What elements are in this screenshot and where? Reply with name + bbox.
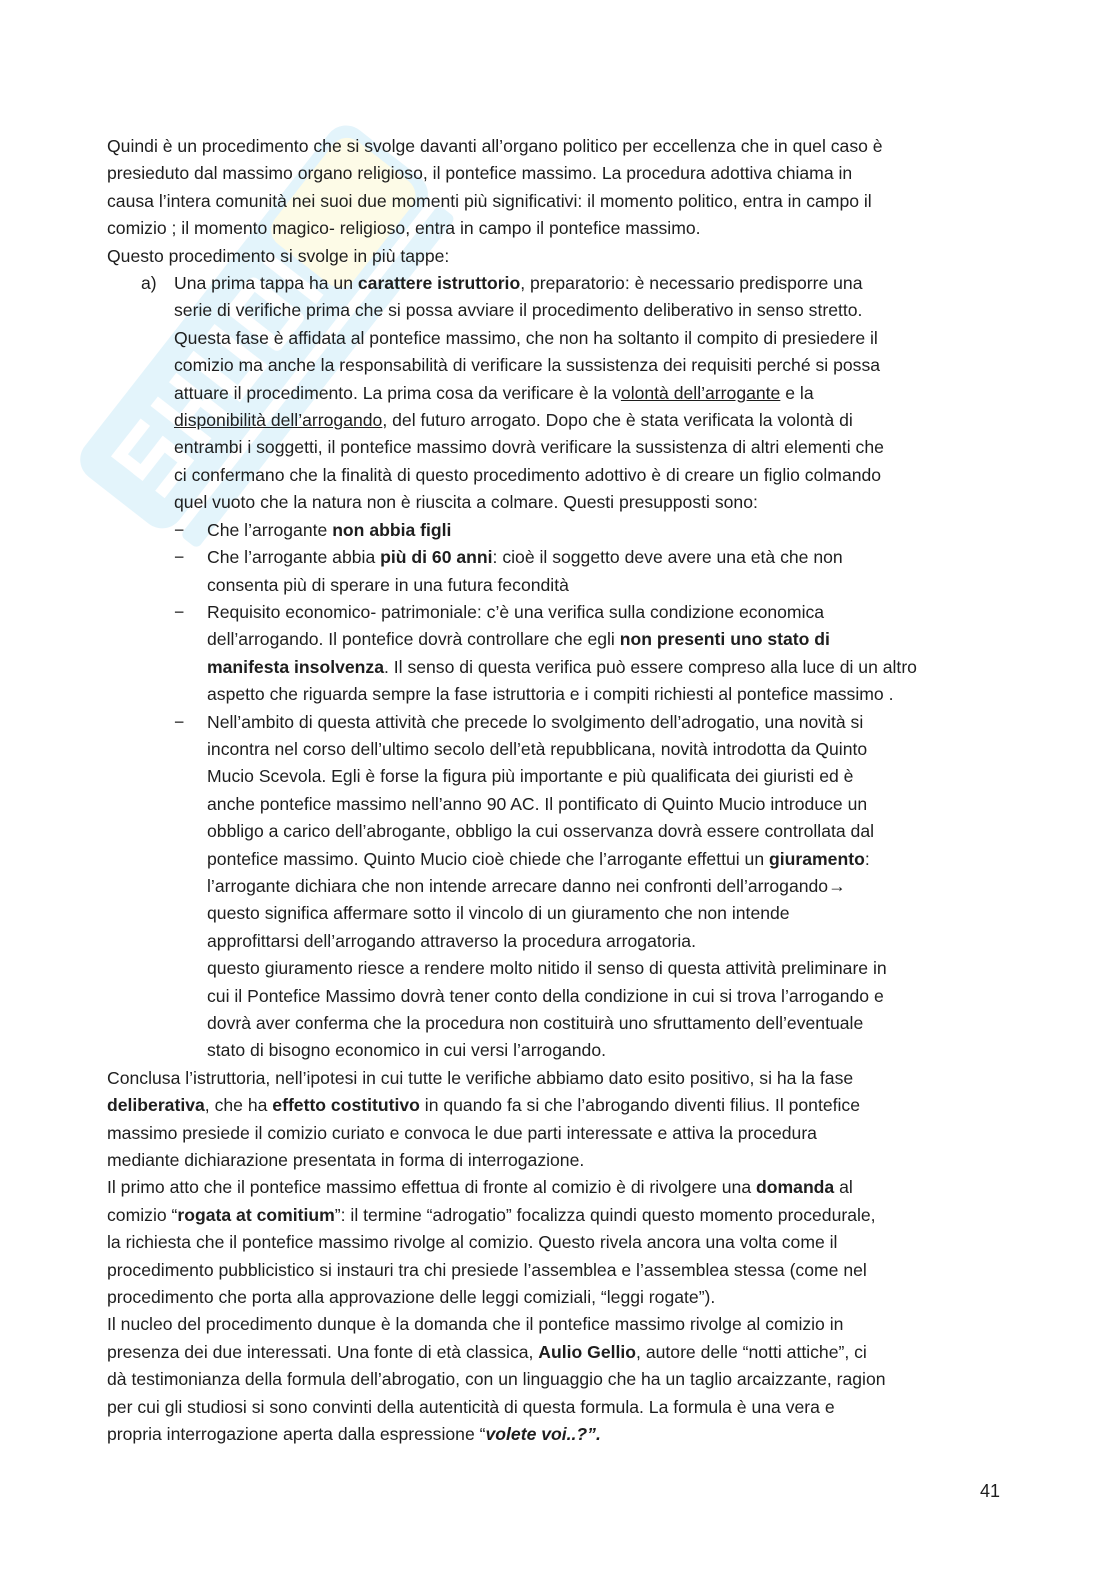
emphasized-quote: volete voi..?”.: [485, 1424, 601, 1445]
paragraph-line: propria interrogazione aperta dalla espressione “volete voi..?”.: [107, 1424, 601, 1445]
dash-bullet: −: [174, 547, 185, 568]
document-body: [107, 133, 1007, 1449]
item-a-line: Questa fase è affidata al pontefice massimo, che non ha soltanto il compito di presiedere il: [174, 327, 878, 348]
paragraph-line: deliberativa, che ha effetto costitutivo in quando fa si che l’abrogando diventi filius. Il pontefice: [107, 1095, 861, 1116]
item-a-line: ci confermano che la finalità di questo procedimento adottivo è di creare un figlio colmando: [174, 464, 882, 485]
list-item: − Che l’arrogante abbia più di 60 anni: cioè il soggetto deve avere una età che non consenta più di sperare in una futura fecondità: [174, 544, 1007, 599]
dash-bullet: −: [174, 519, 185, 540]
requirements-list: [174, 517, 1007, 1065]
bold-term: non abbia figli: [332, 519, 452, 540]
intro-line: comizio ; il momento magico- religioso, entra in campo il pontefice massimo.: [107, 218, 701, 239]
paragraph-line: dà testimonianza della formula dell’abrogatio, con un linguaggio che ha un taglio arcaizzante, ragion: [107, 1369, 886, 1390]
item-a-line: serie di verifiche prima che si possa avviare il procedimento deliberativo in senso stretto.: [174, 300, 863, 321]
dash-bullet: −: [174, 601, 185, 622]
paragraph-line: Il nucleo del procedimento dunque è la domanda che il pontefice massimo rivolge al comizio in: [107, 1314, 844, 1335]
item-a-line: quel vuoto che la natura non è riuscita a colmare. Questi presupposti sono:: [174, 492, 758, 513]
item-a-line: entrambi i soggetti, il pontefice massimo dovrà verificare la sussistenza di altri elementi che: [174, 437, 884, 458]
intro-line: presieduto dal massimo organo religioso, il pontefice massimo. La procedura adottiva chiama in: [107, 163, 853, 184]
intro-line: causa l’intera comunità nei suoi due momenti più significativi: il momento politico, entra in campo il: [107, 190, 872, 211]
paragraph-line: mediante dichiarazione presentata in forma di interrogazione.: [107, 1150, 585, 1171]
bold-term: effetto costitutivo: [272, 1095, 420, 1116]
paragraph-line: procedimento pubblicistico si instauri tra chi presiede l’assemblea e l’assemblea stessa (come nel: [107, 1259, 867, 1280]
dash-bullet: −: [174, 711, 185, 732]
paragraph-line: comizio “rogata at comitium”: il termine “adrogatio” focalizza quindi questo momento procedurale,: [107, 1204, 876, 1225]
bold-term: manifesta insolvenza: [207, 656, 384, 677]
page-number: 41: [980, 1481, 1001, 1501]
item-a-line: attuare il procedimento. La prima cosa da verificare è la volontà dell’arrogante e la: [174, 382, 814, 403]
bold-term: rogata at comitium: [177, 1204, 335, 1225]
intro-line: Questo procedimento si svolge in più tappe:: [107, 245, 450, 266]
list-marker: a): [141, 273, 157, 294]
bold-term: deliberativa: [107, 1095, 205, 1116]
item-a-line: disponibilità dell’arrogando, del futuro arrogato. Dopo che è stata verificata la volontà di: [174, 410, 853, 431]
bold-term: più di 60 anni: [380, 547, 493, 568]
list-item: − Requisito economico- patrimoniale: c’è una verifica sulla condizione economica dell’arrogando. Il pontefice dovrà controllare che egli non presenti uno stato di manifesta insolvenza. Il senso di questa verifica può essere compreso alla luce di un altro aspetto che riguarda sempre la fase istruttoria e i compiti richiesti al pontefice massimo .: [174, 599, 1007, 709]
paragraph-line: la richiesta che il pontefice massimo rivolge al comizio. Questo rivela ancora una volta come il: [107, 1232, 838, 1253]
paragraph-line: presenza dei due interessati. Una fonte di età classica, Aulio Gellio, autore delle “notti attiche”, ci: [107, 1341, 867, 1362]
bold-term: carattere istruttorio: [357, 273, 521, 294]
list-item: − Che l’arrogante non abbia figli: [174, 517, 1007, 544]
bold-term: non presenti uno stato di: [619, 629, 830, 650]
bold-term: domanda: [756, 1177, 835, 1198]
underlined-term: olontà dell’arrogante: [620, 382, 781, 403]
bold-term: Aulio Gellio: [538, 1341, 637, 1362]
list-item-a: [107, 270, 1007, 1065]
item-a-line: comizio ma anche la responsabilità di verificare la sussistenza dei requisiti perché si possa: [174, 355, 881, 376]
paragraph-line: massimo presiede il comizio curiato e convoca le due parti interessate e attiva la procedura: [107, 1122, 817, 1143]
arrow-right-icon: →: [828, 875, 846, 896]
paragraph-line: Il primo atto che il pontefice massimo effettua di fronte al comizio è di rivolgere una domanda al: [107, 1177, 853, 1198]
bold-term: giuramento: [769, 848, 865, 869]
list-item: − Nell’ambito di questa attività che precede lo svolgimento dell’adrogatio, una novità si incontra nel corso dell’ultimo secolo dell’età repubblicana, novità introdotta da Quinto Mucio Scevola. Egli è forse la figura più importante e più qualificata dei giuristi ed è anche pontefice massimo nell’anno 90 AC. Il pontificato di Quinto Mucio introduce un obbligo a carico dell’abrogante, obbligo la cui osservanza dovrà essere controllata dal pontefice massimo. Quinto Mucio cioè chiede che l’arrogante effettui un giuramento: l’arrogante dichiara che non intende arrecare danno nei confronti dell’arrogando→ questo significa affermare sotto il vincolo di un giuramento che non intende approfittarsi dell’arrogando attraverso la procedura arrogatoria. questo giuramento riesce a rendere molto nitido il senso di questa attività preliminare in cui il Pontefice Massimo dovrà tener conto della condizione in cui si trova l’arrogando e dovrà aver conferma che la procedura non costituirà uno sfruttamento dell’eventuale stato di bisogno economico in cui versi l’arrogando.: [174, 709, 1007, 1065]
underlined-term: disponibilità dell’arrogando: [174, 410, 383, 431]
paragraph-line: Conclusa l’istruttoria, nell’ipotesi in cui tutte le verifiche abbiamo dato esito positivo, si ha la fase: [107, 1067, 854, 1088]
intro-line: Quindi è un procedimento che si svolge davanti all’organo politico per eccellenza che in quel caso è: [107, 136, 883, 156]
item-a-line: Una prima tappa ha un carattere istruttorio, preparatorio: è necessario predisporre una: [174, 273, 863, 294]
paragraph-line: procedimento che porta alla approvazione delle leggi comiziali, “leggi rogate”).: [107, 1287, 716, 1308]
paragraph-line: per cui gli studiosi si sono convinti della autenticità di questa formula. La formula è una vera e: [107, 1396, 835, 1417]
